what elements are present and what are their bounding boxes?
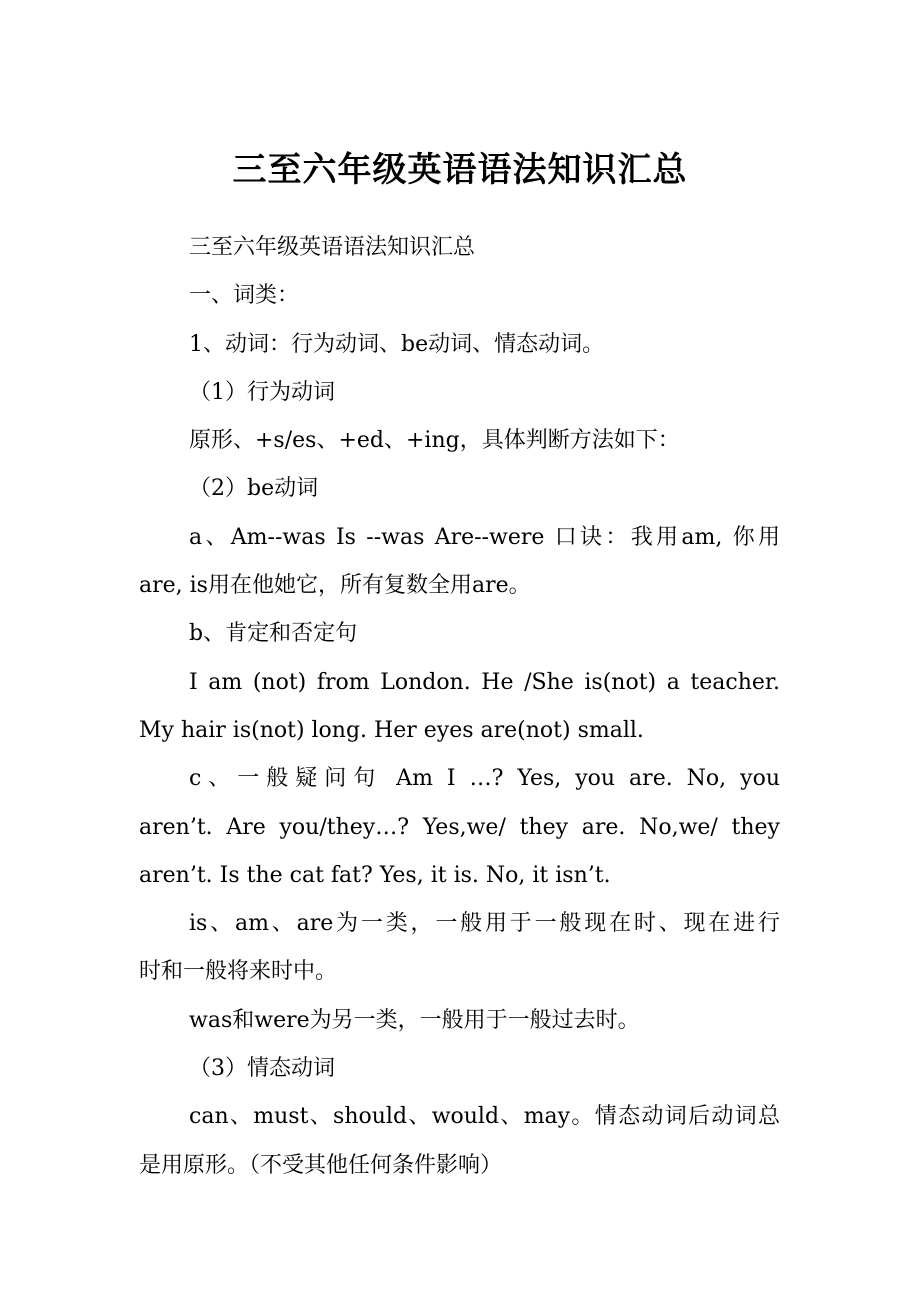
text-line: （2）be动词 [189, 476, 319, 502]
text-line: b、肯定和否定句 [189, 621, 358, 647]
text-line: 是用原形。（不受其他任何条件影响） [139, 1152, 503, 1178]
document-body [139, 224, 780, 1190]
text-line: （1）行为动词 [189, 379, 335, 405]
text-line: 1、动词：行为动词、be动词、情态动词。 [189, 331, 605, 357]
text-line: 时和一般将来时中。 [139, 959, 338, 985]
text-line: a、Am--was Is --was Are--were 口诀：我用am, 你用 [189, 524, 780, 550]
text-line: are, is用在他她它，所有复数全用are。 [139, 573, 531, 599]
text-line: 三至六年级英语语法知识汇总 [189, 235, 476, 260]
text-line: c、一般疑问句 Am I …? Yes, you are. No, you [189, 766, 780, 792]
document-title: 三至六年级英语语法知识汇总 [232, 150, 688, 190]
text-line: I am (not) from London. He /She is(not) a teacher. [189, 669, 780, 695]
text-line: is、am、are为一类，一般用于一般现在时、现在进行 [189, 911, 780, 937]
text-line: aren’t. Are you/they…? Yes,we/ they are. No,we/ they [139, 814, 780, 840]
text-line: （3）情态动词 [189, 1056, 335, 1082]
text-line: can、must、should、would、may。情态动词后动词总 [189, 1104, 780, 1130]
text-line: 一、词类： [189, 283, 300, 309]
text-line: 原形、+s/es、+ed、+ing，具体判断方法如下： [189, 428, 680, 454]
text-line: My hair is(not) long. Her eyes are(not) small. [139, 717, 644, 743]
text-line: was和were为另一类，一般用于一般过去时。 [189, 1007, 640, 1033]
text-line: aren’t. Is the cat fat? Yes, it is. No, it isn’t. [139, 862, 611, 888]
